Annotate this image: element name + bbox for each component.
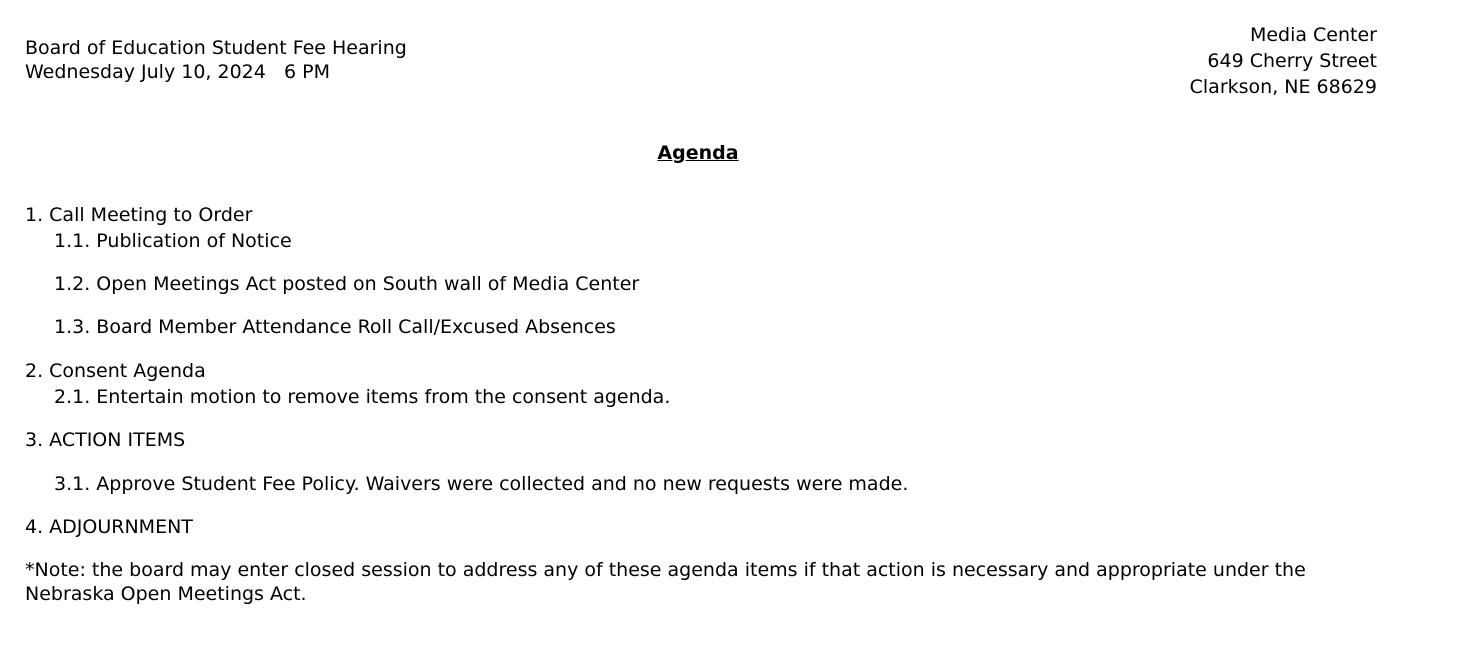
closed-session-note: *Note: the board may enter closed session to address any of these agenda items if that action is necessary and appropriate under the Nebraska Open Meetings Act. — [25, 559, 1306, 605]
agenda-subitem-fee-policy: 3.1. Approve Student Fee Policy. Waivers were collected and no new requests were made. — [54, 473, 909, 495]
agenda-subitem-publication-notice: 1.1. Publication of Notice — [54, 230, 292, 252]
agenda-subitem-remove-items: 2.1. Entertain motion to remove items from the consent agenda. — [54, 386, 671, 408]
agenda-item-consent-agenda: 2. Consent Agenda — [25, 360, 206, 382]
meeting-datetime: Wednesday July 10, 2024 6 PM — [25, 61, 330, 83]
location-venue: Media Center — [1249, 24, 1377, 46]
meeting-header — [25, 36, 407, 84]
agenda-item-adjournment: 4. ADJOURNMENT — [25, 516, 193, 538]
location-city: Clarkson, NE 68629 — [1189, 76, 1377, 98]
agenda-item-action-items: 3. ACTION ITEMS — [25, 429, 186, 451]
agenda-item-call-to-order: 1. Call Meeting to Order — [25, 204, 253, 226]
agenda-subitem-open-meetings-act: 1.2. Open Meetings Act posted on South wall of Media Center — [54, 273, 640, 295]
meeting-title: Board of Education Student Fee Hearing — [25, 37, 407, 59]
agenda-title: Agenda — [657, 142, 739, 164]
meeting-location — [1190, 22, 1377, 100]
agenda-subitem-roll-call: 1.3. Board Member Attendance Roll Call/Excused Absences — [54, 316, 616, 338]
location-street: 649 Cherry Street — [1207, 50, 1377, 72]
